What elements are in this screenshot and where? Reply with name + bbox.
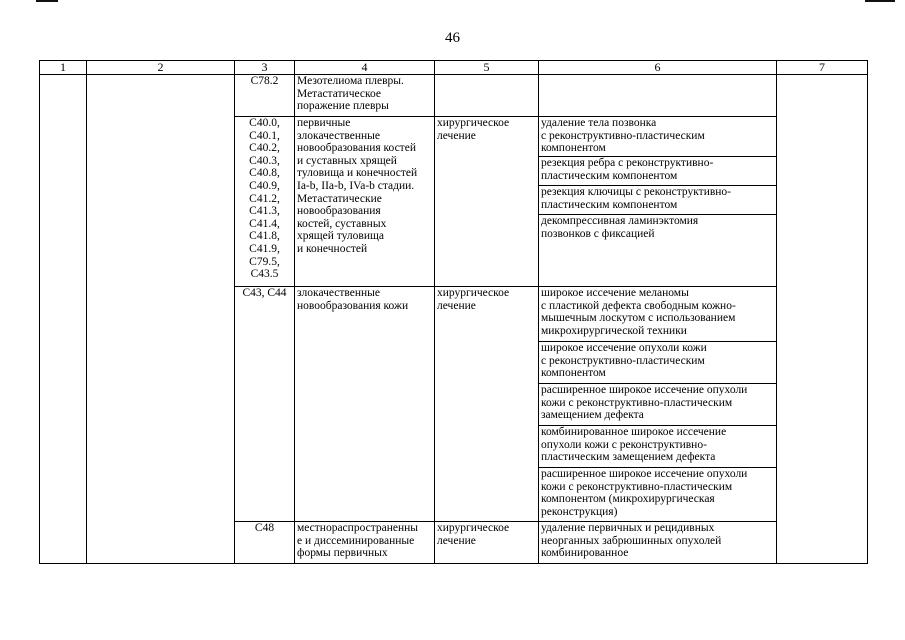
method-cell: декомпрессивная ламинэктомия позвонков с фиксацией <box>539 215 777 287</box>
diagnosis-cell: местнораспространенны е и диссеминированные формы первичных <box>295 522 435 564</box>
diagnosis-cell: Мезотелиома плевры. Метастатическое поражение плевры <box>295 75 435 117</box>
method-cell: комбинированное широкое иссечение опухоли кожи с реконструктивно- пластическим замещением дефекта <box>539 426 777 468</box>
page-number: 46 <box>445 30 460 46</box>
col2-cell <box>87 75 235 564</box>
icd-code-cell: C43, C44 <box>235 287 295 522</box>
top-rule-right <box>865 0 895 2</box>
table-row <box>40 75 868 117</box>
method-cell: расширенное широкое иссечение опухоли кожи с реконструктивно-пластическим замещением дефекта <box>539 384 777 426</box>
column-header: 2 <box>87 61 235 75</box>
column-header: 7 <box>777 61 868 75</box>
column-header: 3 <box>235 61 295 75</box>
treatment-cell: хирургическое лечение <box>435 117 539 287</box>
col1-cell <box>40 75 87 564</box>
method-cell <box>539 75 777 117</box>
method-cell: широкое иссечение меланомы с пластикой дефекта свободным кожно- мышечным лоскутом с использованием микрохирургической техники <box>539 287 777 342</box>
method-cell: резекция ключицы с реконструктивно- пластическим компонентом <box>539 186 777 215</box>
medical-table <box>39 60 868 564</box>
icd-code-cell: C78.2 <box>235 75 295 117</box>
treatment-cell: хирургическое лечение <box>435 522 539 564</box>
method-cell: расширенное широкое иссечение опухоли кожи с реконструктивно-пластическим компонентом (микрохирургическая реконструкция) <box>539 468 777 522</box>
method-cell: широкое иссечение опухоли кожи с реконструктивно-пластическим компонентом <box>539 342 777 384</box>
method-cell: резекция ребра с реконструктивно- пластическим компонентом <box>539 157 777 186</box>
column-header: 5 <box>435 61 539 75</box>
method-cell: удаление тела позвонка с реконструктивно-пластическим компонентом <box>539 117 777 157</box>
treatment-cell: хирургическое лечение <box>435 287 539 522</box>
icd-code-cell: C48 <box>235 522 295 564</box>
top-rule-left <box>36 0 58 2</box>
diagnosis-cell: злокачественные новообразования кожи <box>295 287 435 522</box>
diagnosis-cell: первичные злокачественные новообразования костей и суставных хрящей туловища и конечностей Ia-b, IIa-b, IVa-b стадии. Метастатические новообразования костей, суставных хрящей туловища и конечностей <box>295 117 435 287</box>
column-header: 4 <box>295 61 435 75</box>
column-header: 6 <box>539 61 777 75</box>
column-header: 1 <box>40 61 87 75</box>
method-cell: удаление первичных и рецидивных неорганных забрюшинных опухолей комбинированное <box>539 522 777 564</box>
col7-cell <box>777 75 868 564</box>
treatment-cell <box>435 75 539 117</box>
icd-code-cell: C40.0, C40.1, C40.2, C40.3, C40.8, C40.9, C41.2, C41.3, C41.4, C41.8, C41.9, C79.5, C43.5 <box>235 117 295 287</box>
table-header-row <box>40 61 868 75</box>
